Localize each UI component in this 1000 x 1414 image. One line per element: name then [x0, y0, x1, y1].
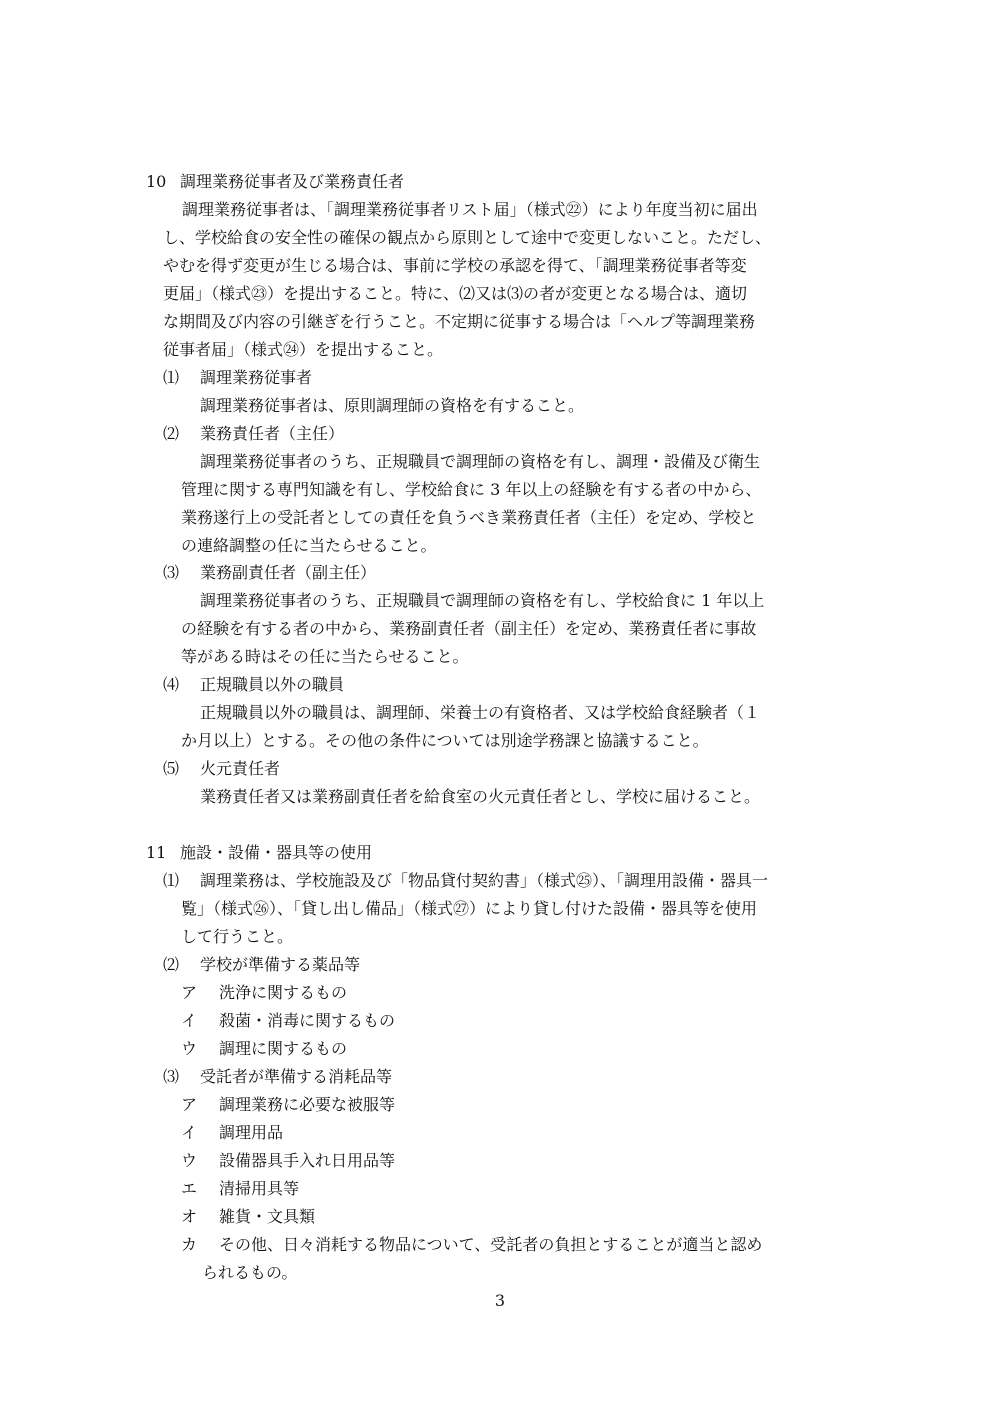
paragraph-line: 調理業務従事者のうち、正規職員で調理師の資格を有し、学校給食に 1 年以上: [200, 591, 765, 610]
section-number: 11: [146, 843, 167, 862]
list-item: [181, 1039, 348, 1059]
list-item: [181, 1011, 396, 1031]
item-heading: [163, 1067, 393, 1087]
list-item: [181, 983, 348, 1003]
paragraph-line: し、学校給食の安全性の確保の観点から原則として途中で変更しないこと。ただし、: [163, 228, 772, 247]
list-item: [181, 1095, 396, 1115]
list-marker: ウ: [181, 1151, 198, 1170]
item-marker: ⑶: [163, 1067, 180, 1086]
item-marker: ⑵: [163, 424, 180, 443]
item-marker: ⑵: [163, 955, 180, 974]
list-text: 洗浄に関するもの: [219, 983, 348, 1002]
paragraph-line: か月以上）とする。その他の条件については別途学務課と協議すること。: [181, 731, 709, 750]
item-title: 業務副責任者（副主任）: [200, 563, 377, 582]
paragraph-line: やむを得ず変更が生じる場合は、事前に学校の承認を得て、「調理業務従事者等変: [163, 256, 747, 275]
list-text: 殺菌・消毒に関するもの: [219, 1011, 396, 1030]
list-marker: カ: [181, 1235, 198, 1254]
section-number: 10: [146, 172, 167, 191]
paragraph-line: 従事者届」（様式㉔）を提出すること。: [163, 340, 444, 359]
paragraph-line: の連絡調整の任に当たらせること。: [181, 536, 437, 555]
item-heading: [163, 675, 345, 695]
paragraph-line: 覧」（様式㉖）、「貸し出し備品」（様式㉗）により貸し付けた設備・器具等を使用: [181, 899, 758, 918]
paragraph-line: 等がある時はその任に当たらせること。: [181, 647, 469, 666]
list-text: 調理用品: [219, 1123, 284, 1142]
section-title: 調理業務従事者及び業務責任者: [180, 172, 405, 191]
item-title: 学校が準備する薬品等: [200, 955, 361, 974]
list-item: [181, 1235, 763, 1255]
paragraph-line: 業務遂行上の受託者としての責任を負うべき業務責任者（主任）を定め、学校と: [181, 508, 757, 527]
item-title: 調理業務従事者: [200, 368, 313, 387]
list-text: 雑貨・文具類: [219, 1207, 316, 1226]
list-item: [181, 1179, 300, 1199]
item-heading: [163, 759, 281, 779]
paragraph-line: 管理に関する専門知識を有し、学校給食に 3 年以上の経験を有する者の中から、: [181, 480, 762, 499]
list-text: 清掃用具等: [219, 1179, 300, 1198]
list-item: [181, 1151, 396, 1171]
item-marker: ⑴: [163, 368, 180, 387]
item-marker: ⑶: [163, 563, 180, 582]
list-text: 設備器具手入れ日用品等: [219, 1151, 396, 1170]
paragraph-line: 正規職員以外の職員は、調理師、栄養士の有資格者、又は学校給食経験者（１: [200, 703, 761, 722]
item-marker: ⑴: [163, 871, 180, 890]
paragraph-line: 調理業務従事者のうち、正規職員で調理師の資格を有し、調理・設備及び衛生: [200, 452, 761, 471]
list-marker: オ: [181, 1207, 198, 1226]
paragraph-line: 業務責任者又は業務副責任者を給食室の火元責任者とし、学校に届けること。: [200, 787, 761, 806]
paragraph-line: 調理業務従事者は、原則調理師の資格を有すること。: [200, 396, 585, 415]
item-heading: [163, 563, 377, 583]
list-item: [181, 1207, 316, 1227]
section-title: 施設・設備・器具等の使用: [180, 843, 373, 862]
item-title: 火元責任者: [200, 759, 281, 778]
paragraph-line: して行うこと。: [181, 927, 294, 946]
list-item: [181, 1123, 284, 1143]
list-marker: ア: [181, 983, 198, 1002]
paragraph-line: られるもの。: [202, 1263, 298, 1282]
list-marker: ア: [181, 1095, 198, 1114]
paragraph-line: 調理業務は、学校施設及び「物品貸付契約書」（様式㉕）、「調理用設備・器具一: [200, 871, 769, 890]
section-11-heading: [146, 843, 373, 863]
item-heading: [163, 955, 361, 975]
list-marker: エ: [181, 1179, 198, 1198]
list-marker: イ: [181, 1011, 198, 1030]
list-marker: イ: [181, 1123, 198, 1142]
list-text: その他、日々消耗する物品について、受託者の負担とすることが適当と認め: [219, 1235, 763, 1254]
item-title: 受託者が準備する消耗品等: [200, 1067, 393, 1086]
paragraph-line: 更届」（様式㉓）を提出すること。特に、⑵又は⑶の者が変更となる場合は、適切: [163, 284, 748, 303]
item-heading: [163, 871, 769, 891]
section-10-heading: [146, 172, 405, 192]
item-title: 業務責任者（主任）: [200, 424, 345, 443]
item-marker: ⑸: [163, 759, 180, 778]
list-text: 調理業務に必要な被服等: [219, 1095, 396, 1114]
page-number: 3: [494, 1291, 506, 1310]
item-heading: [163, 368, 313, 388]
list-marker: ウ: [181, 1039, 198, 1058]
list-text: 調理に関するもの: [219, 1039, 348, 1058]
paragraph-line: の経験を有する者の中から、業務副責任者（副主任）を定め、業務責任者に事故: [181, 619, 757, 638]
item-heading: [163, 424, 345, 444]
item-marker: ⑷: [163, 675, 180, 694]
paragraph-line: な期間及び内容の引継ぎを行うこと。不定期に従事する場合は「ヘルプ等調理業務: [163, 312, 756, 331]
item-title: 正規職員以外の職員: [200, 675, 345, 694]
paragraph-line: 調理業務従事者は、「調理業務従事者リスト届」（様式㉒）により年度当初に届出: [182, 200, 758, 219]
